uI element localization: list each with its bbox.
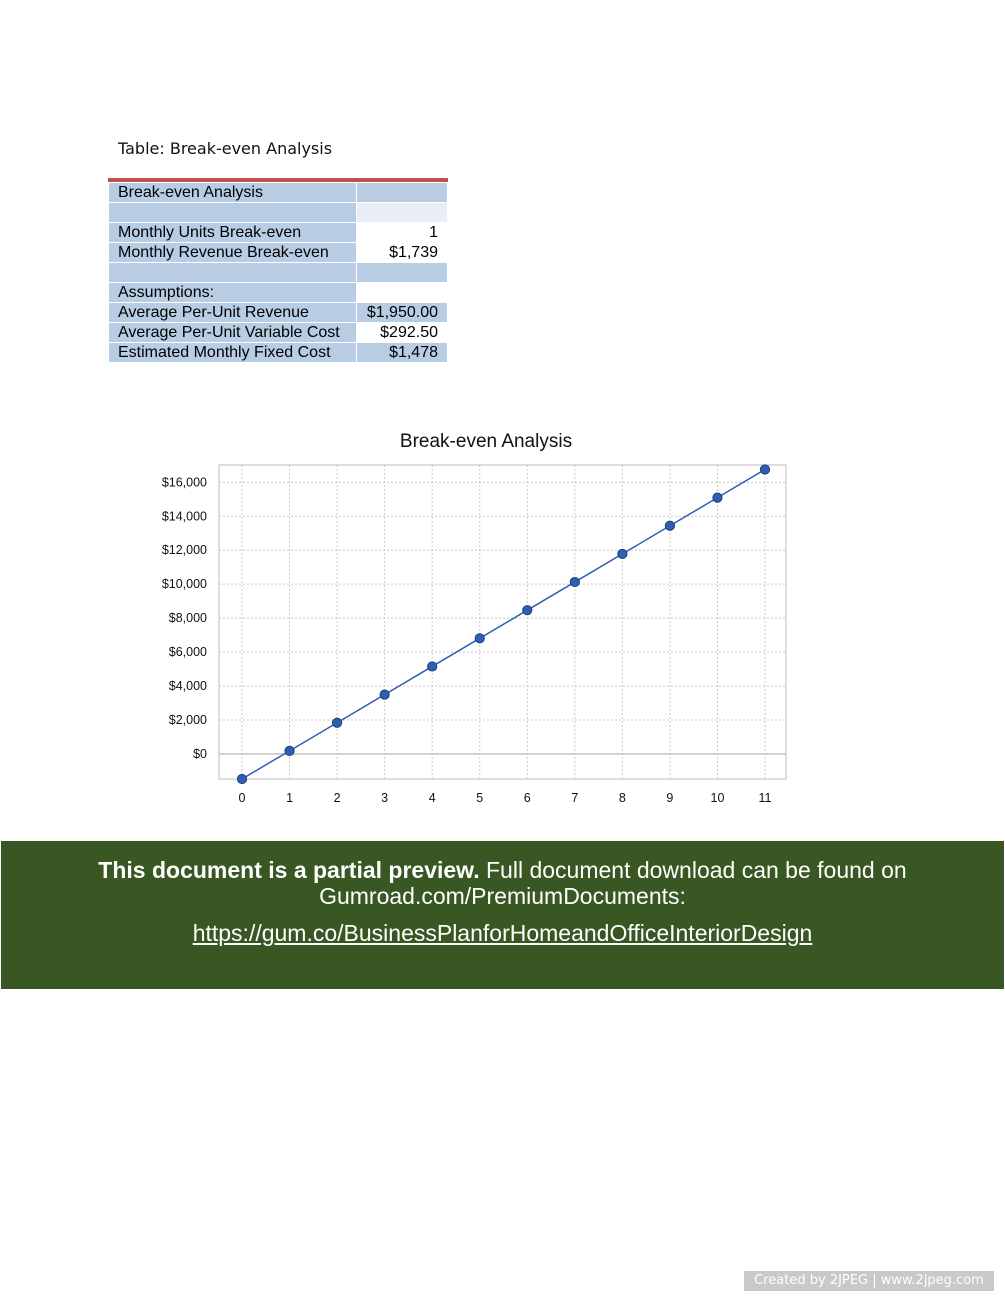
y-tick-label: $16,000 <box>161 475 207 490</box>
data-point <box>428 662 437 671</box>
row-value <box>357 183 448 203</box>
table-row <box>109 343 448 363</box>
x-tick-label: 4 <box>428 791 436 805</box>
watermark: Created by 2JPEG | www.2jpeg.com <box>744 1271 994 1291</box>
break-even-table <box>108 178 448 363</box>
data-point <box>332 718 341 727</box>
x-tick-label: 0 <box>238 791 246 805</box>
banner-text: Full document download can be found on <box>479 857 907 883</box>
data-point <box>285 746 294 755</box>
data-point <box>713 493 722 502</box>
data-point <box>618 549 627 558</box>
data-point <box>475 634 484 643</box>
x-tick-label: 5 <box>476 791 484 805</box>
row-label: Break-even Analysis <box>109 183 357 203</box>
plot-area <box>219 465 786 779</box>
table-row <box>109 243 448 263</box>
row-value: $292.50 <box>357 323 448 343</box>
row-label <box>109 263 357 283</box>
chart-svg <box>140 420 810 820</box>
row-label: Assumptions: <box>109 283 357 303</box>
x-tick-label: 2 <box>333 791 341 805</box>
download-link[interactable]: https://gum.co/BusinessPlanforHomeandOfficeInteriorDesign <box>192 920 813 946</box>
y-tick-label: $6,000 <box>168 645 207 660</box>
table-row <box>109 203 448 223</box>
row-label: Estimated Monthly Fixed Cost <box>109 343 357 363</box>
y-tick-label: $12,000 <box>161 543 207 558</box>
data-point <box>760 465 769 474</box>
x-tick-label: 11 <box>758 791 772 805</box>
x-tick-label: 7 <box>571 791 579 805</box>
table-row <box>109 283 448 303</box>
data-point <box>380 690 389 699</box>
preview-banner <box>1 841 1004 989</box>
row-label: Monthly Units Break-even <box>109 223 357 243</box>
row-value <box>357 203 448 223</box>
x-tick-label: 10 <box>710 791 725 805</box>
table-row <box>109 323 448 343</box>
data-point <box>570 577 579 586</box>
row-value: $1,950.00 <box>357 303 448 323</box>
data-point <box>523 606 532 615</box>
break-even-chart <box>140 420 810 820</box>
banner-line2: Gumroad.com/PremiumDocuments: <box>319 883 686 909</box>
banner-bold-text: This document is a partial preview. <box>98 857 480 883</box>
y-tick-label: $2,000 <box>168 712 207 727</box>
banner-line1 <box>1 857 1004 883</box>
x-tick-label: 3 <box>381 791 389 805</box>
table-caption: Table: Break-even Analysis <box>118 139 333 158</box>
row-value <box>357 283 448 303</box>
table-row <box>109 183 448 203</box>
row-value: $1,478 <box>357 343 448 363</box>
row-label: Monthly Revenue Break-even <box>109 243 357 263</box>
row-label: Average Per-Unit Variable Cost <box>109 323 357 343</box>
row-label: Average Per-Unit Revenue <box>109 303 357 323</box>
table-row <box>109 303 448 323</box>
row-value: $1,739 <box>357 243 448 263</box>
y-tick-label: $4,000 <box>168 679 207 694</box>
x-tick-label: 9 <box>666 791 674 805</box>
table-row <box>109 223 448 243</box>
y-tick-label: $14,000 <box>161 509 207 524</box>
x-tick-label: 6 <box>523 791 531 805</box>
row-value <box>357 263 448 283</box>
x-tick-label: 8 <box>618 791 626 805</box>
data-point <box>665 521 674 530</box>
x-tick-label: 1 <box>286 791 294 805</box>
y-tick-label: $8,000 <box>168 611 207 626</box>
row-value: 1 <box>357 223 448 243</box>
row-label <box>109 203 357 223</box>
data-point <box>237 774 246 783</box>
table-row <box>109 263 448 283</box>
y-tick-label: $0 <box>193 746 207 761</box>
y-tick-label: $10,000 <box>161 577 207 592</box>
chart-title: Break-even Analysis <box>399 431 573 452</box>
